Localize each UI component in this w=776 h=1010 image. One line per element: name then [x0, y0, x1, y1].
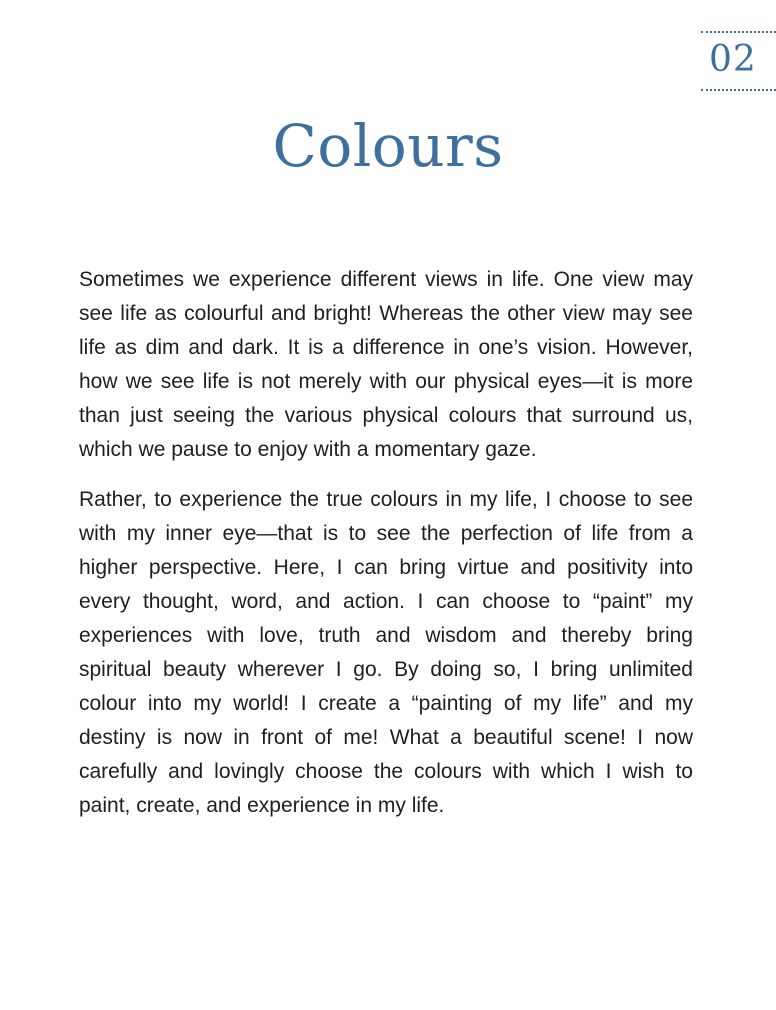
page-number: 02: [709, 39, 757, 80]
page-number-top-rule: [701, 31, 776, 33]
page-title: Colours: [272, 112, 504, 180]
paragraph-2: Rather, to experience the true colours in my life, I choose to see with my inner eye—that is to see the perfection of life from a higher perspective. Here, I can bring virtue and positivity into every thought, word, and action. I can choose to “paint” my experiences with love, truth and wisdom and thereby bring spiritual beauty wherever I go. By doing so, I bring unlimited colour into my world! I create a “painting of my life” and my destiny is now in front of me! What a beautiful scene! I now carefully and lovingly choose the colours with which I wish to paint, create, and experience in my life.: [79, 488, 693, 817]
page-number-bottom-rule: [701, 89, 776, 91]
paragraph-1: Sometimes we experience different views in life. One view may see life as colourful and bright! Whereas the other view may see life as dim and dark. It is a difference in one’s vision. However, how we see life is not merely with our physical eyes—it is more than just seeing the various physical colours that surround us, which we pause to enjoy with a momentary gaze.: [79, 268, 693, 461]
page-number-block: [701, 31, 776, 91]
body-text: [79, 263, 693, 839]
